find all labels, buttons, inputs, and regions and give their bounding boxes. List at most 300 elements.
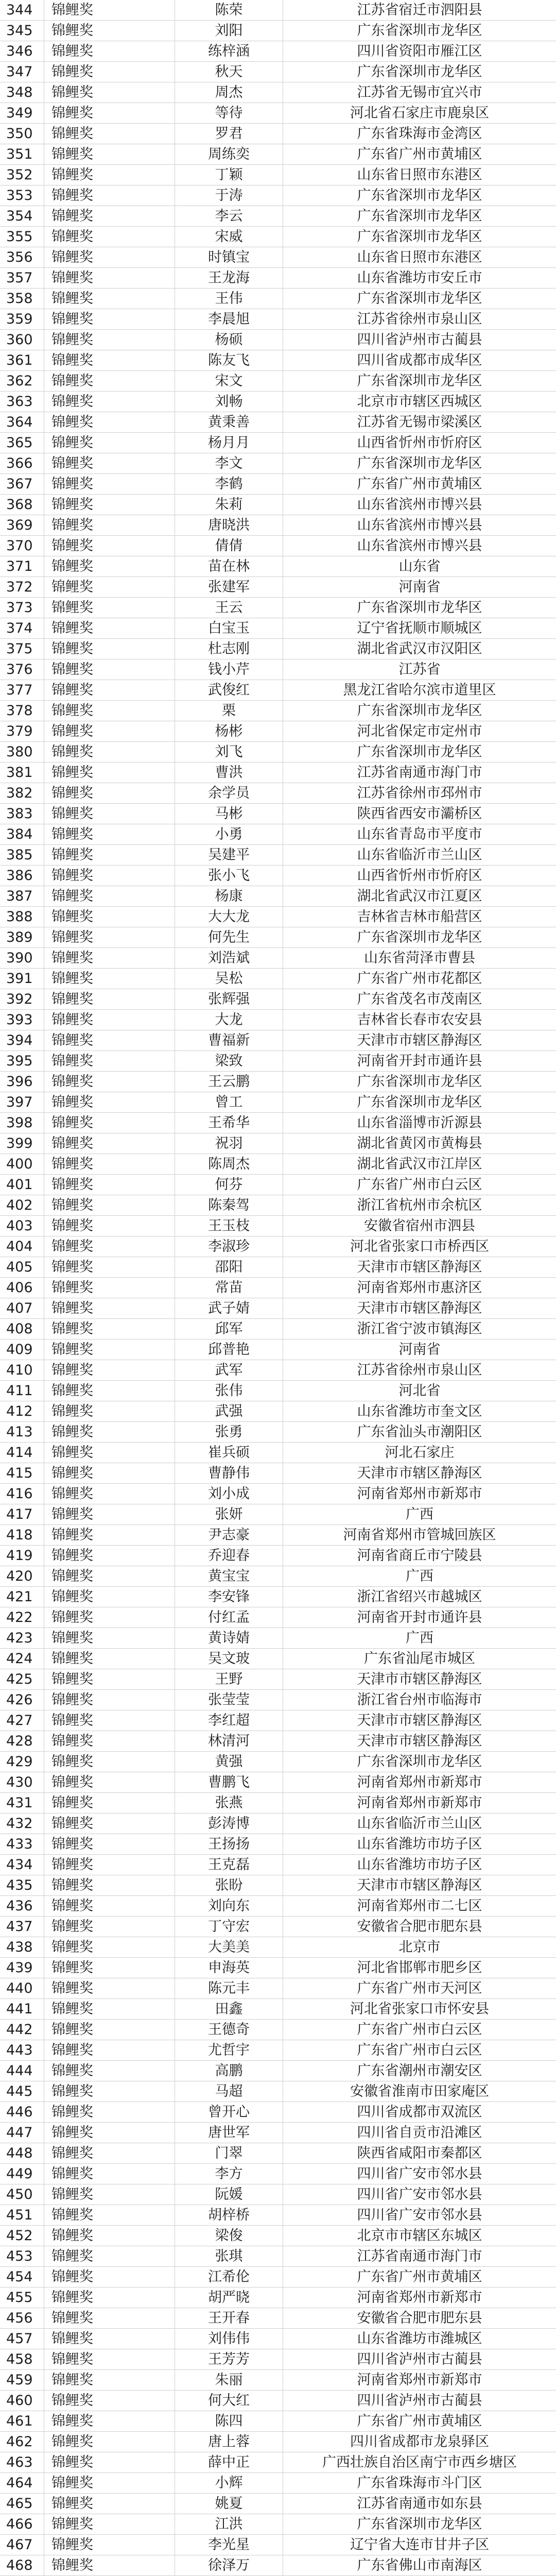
winner-name-cell: 阮媛 [175,2184,283,2205]
winner-name-cell: 曹洪 [175,762,283,783]
award-cell: 锦鲤奖 [44,2370,175,2390]
table-row [0,1010,556,1030]
region-cell: 河南省郑州市管城回族区 [343,1527,496,1543]
award-cell: 锦鲤奖 [44,2514,175,2534]
table-row [0,1216,556,1236]
region-cell: 湖北省黄冈市黄梅县 [357,1136,482,1151]
region-cell: 北京市 [398,1939,441,1955]
row-number-cell: 453 [0,2246,44,2266]
row-number-cell: 368 [0,495,44,515]
row-number-cell: 397 [0,1092,44,1112]
table-row [0,2535,556,2555]
winner-name-cell: 梁致 [175,1051,283,1071]
row-number-cell: 350 [0,124,44,144]
winner-name-cell: 倩倩 [175,536,283,556]
table-row [0,1401,556,1422]
table-row [0,2040,556,2061]
award-cell: 锦鲤奖 [44,1546,175,1566]
row-number-cell: 439 [0,1958,44,1978]
award-cell: 锦鲤奖 [44,1752,175,1772]
award-cell: 锦鲤奖 [44,82,175,103]
table-row [0,371,556,392]
table-row [0,2494,556,2514]
winner-name-cell: 唐世军 [175,2123,283,2143]
winner-name-cell: 刘小成 [175,1484,283,1504]
winner-name-cell: 白宝玉 [175,618,283,638]
winner-name-cell: 刘飞 [175,742,283,762]
winner-name-cell: 李光星 [175,2535,283,2555]
winner-name-cell: 陈周杰 [175,1154,283,1174]
winner-name-cell: 张燕 [175,1793,283,1813]
row-number-cell: 356 [0,247,44,267]
winner-name-cell: 王龙海 [175,268,283,288]
row-number-cell: 406 [0,1278,44,1298]
winner-name-cell: 崔兵硕 [175,1443,283,1463]
region-cell: 广东省珠海市斗门区 [357,2475,482,2491]
award-cell: 锦鲤奖 [44,1257,175,1277]
region-cell: 山西省忻州市忻府区 [357,868,482,884]
region-cell: 广东省深圳市龙华区 [357,744,482,760]
region-cell: 山东省临沂市兰山区 [357,847,482,863]
award-cell: 锦鲤奖 [44,1051,175,1071]
region-cell: 四川省泸州市古蔺县 [357,332,482,348]
award-cell: 锦鲤奖 [44,1010,175,1030]
row-number-cell: 418 [0,1525,44,1545]
region-cell: 河南省开封市通许县 [357,1053,482,1069]
winner-name-cell: 曹鹏飞 [175,1772,283,1792]
row-number-cell: 359 [0,309,44,329]
table-row [0,1607,556,1628]
winner-name-cell: 王德奇 [175,2020,283,2040]
winner-name-cell: 丁守宏 [175,1917,283,1937]
winner-name-cell: 大美美 [175,1937,283,1957]
table-row [0,2061,556,2081]
table-row [0,1690,556,1710]
table-row [0,1896,556,1917]
region-cell: 广东省深圳市龙华区 [357,64,482,80]
region-cell: 广东省深圳市龙华区 [357,23,482,39]
row-number-cell: 448 [0,2143,44,2163]
award-cell: 锦鲤奖 [44,1072,175,1092]
region-cell: 广东省汕头市潮阳区 [357,1424,482,1440]
award-cell: 锦鲤奖 [44,124,175,144]
award-cell: 锦鲤奖 [44,1649,175,1669]
winner-name-cell: 张妍 [175,1504,283,1524]
table-row [0,2473,556,2494]
row-number-cell: 423 [0,1628,44,1648]
row-number-cell: 386 [0,866,44,886]
winner-name-cell: 钱小芹 [175,659,283,680]
region-cell: 安徽省合肥市肥东县 [357,2310,482,2326]
winner-name-cell: 张小飞 [175,866,283,886]
winner-name-cell: 杨康 [175,886,283,906]
table-row [0,2452,556,2473]
table-row [0,1484,556,1504]
row-number-cell: 377 [0,680,44,700]
table-row [0,2349,556,2370]
row-number-cell: 431 [0,1793,44,1813]
winner-name-cell: 彭涛博 [175,1814,283,1834]
award-cell: 锦鲤奖 [44,1154,175,1174]
award-cell: 锦鲤奖 [44,1195,175,1215]
row-number-cell: 419 [0,1546,44,1566]
row-number-cell: 444 [0,2061,44,2081]
row-number-cell: 467 [0,2535,44,2555]
row-number-cell: 416 [0,1484,44,1504]
award-cell: 锦鲤奖 [44,2287,175,2308]
row-number-cell: 428 [0,1731,44,1751]
region-cell: 广东省广州市黄埔区 [357,476,482,492]
winner-name-cell: 王芳芳 [175,2349,283,2369]
winner-name-cell: 王玉枝 [175,1216,283,1236]
row-number-cell: 457 [0,2329,44,2349]
award-cell: 锦鲤奖 [44,1133,175,1154]
award-cell: 锦鲤奖 [44,2411,175,2431]
award-cell: 锦鲤奖 [44,1855,175,1875]
table-row [0,392,556,412]
table-row [0,0,556,21]
award-cell: 锦鲤奖 [44,639,175,659]
region-cell: 河南省郑州市二七区 [357,1898,482,1914]
row-number-cell: 413 [0,1422,44,1442]
row-number-cell: 447 [0,2123,44,2143]
winner-name-cell: 吴松 [175,969,283,989]
row-number-cell: 396 [0,1072,44,1092]
award-cell: 锦鲤奖 [44,1278,175,1298]
row-number-cell: 422 [0,1607,44,1628]
row-number-cell: 442 [0,2020,44,2040]
winner-name-cell: 唐晓洪 [175,515,283,535]
award-cell: 锦鲤奖 [44,1958,175,1978]
region-cell: 广东省深圳市龙华区 [357,600,482,616]
winner-name-cell: 张琪 [175,2246,283,2266]
award-cell: 锦鲤奖 [44,2123,175,2143]
region-cell: 天津市市辖区静海区 [357,1465,482,1481]
region-cell: 江苏省徐州市邳州市 [357,785,482,801]
row-number-cell: 349 [0,103,44,123]
row-number-cell: 432 [0,1814,44,1834]
award-cell: 锦鲤奖 [44,1422,175,1442]
award-cell: 锦鲤奖 [44,1401,175,1421]
award-cell: 锦鲤奖 [44,680,175,700]
table-row [0,783,556,804]
table-row [0,1669,556,1690]
row-number-cell: 355 [0,227,44,247]
winner-name-cell: 周杰 [175,82,283,103]
table-row [0,1175,556,1195]
winner-name-cell: 练梓涵 [175,41,283,61]
table-row [0,2020,556,2040]
table-row [0,1793,556,1814]
table-row [0,1298,556,1319]
award-cell: 锦鲤奖 [44,2267,175,2287]
winner-name-cell: 刘阳 [175,21,283,41]
region-cell: 山西省忻州市忻府区 [357,435,482,451]
region-cell: 四川省广安市邻水县 [357,2207,482,2223]
row-number-cell: 353 [0,185,44,206]
row-number-cell: 358 [0,289,44,309]
region-cell: 广东省茂名市茂南区 [357,991,482,1007]
row-number-cell: 366 [0,453,44,473]
region-cell: 河南省 [398,579,441,595]
table-row [0,2432,556,2452]
award-cell: 锦鲤奖 [44,1360,175,1380]
winner-name-cell: 王云 [175,598,283,618]
row-number-cell: 408 [0,1319,44,1339]
table-row [0,1381,556,1401]
table-row [0,1546,556,1566]
winner-name-cell: 马彬 [175,804,283,824]
table-row [0,1978,556,1999]
table-row [0,412,556,433]
table-row [0,2391,556,2411]
table-row [0,247,556,268]
region-cell: 陕西省西安市灞桥区 [357,806,482,822]
row-number-cell: 421 [0,1587,44,1607]
row-number-cell: 352 [0,165,44,185]
row-number-cell: 367 [0,474,44,494]
row-number-cell: 405 [0,1257,44,1277]
region-cell: 山东省滨州市博兴县 [357,517,482,533]
table-row [0,1236,556,1257]
table-row [0,1092,556,1113]
row-number-cell: 461 [0,2411,44,2431]
winner-name-cell: 张莹莹 [175,1690,283,1710]
table-row [0,1587,556,1607]
winner-name-cell: 王扬扬 [175,1834,283,1854]
award-cell: 锦鲤奖 [44,1298,175,1318]
region-cell: 广东省深圳市龙华区 [357,1754,482,1770]
winner-name-cell: 武俊红 [175,680,283,700]
winner-name-cell: 黄宝宝 [175,1566,283,1586]
row-number-cell: 430 [0,1772,44,1792]
award-cell: 锦鲤奖 [44,62,175,82]
award-cell: 锦鲤奖 [44,804,175,824]
award-cell: 锦鲤奖 [44,2081,175,2102]
region-cell: 广东省广州市花都区 [357,971,482,987]
row-number-cell: 364 [0,412,44,432]
table-row [0,453,556,474]
row-number-cell: 441 [0,1999,44,2019]
award-cell: 锦鲤奖 [44,824,175,844]
row-number-cell: 424 [0,1649,44,1669]
table-row [0,124,556,144]
table-row [0,1917,556,1937]
region-cell: 湖北省武汉市汉阳区 [357,641,482,657]
table-row [0,2226,556,2246]
table-row [0,1958,556,1978]
award-cell: 锦鲤奖 [44,1381,175,1401]
row-number-cell: 379 [0,721,44,741]
region-cell: 江苏省南通市如东县 [357,2496,482,2512]
row-number-cell: 462 [0,2432,44,2452]
award-cell: 锦鲤奖 [44,2494,175,2514]
table-row [0,1340,556,1360]
region-cell: 江苏省徐州市泉山区 [357,311,482,327]
award-cell: 锦鲤奖 [44,907,175,927]
winner-name-cell: 尤哲宇 [175,2040,283,2060]
row-number-cell: 417 [0,1504,44,1524]
table-row [0,2514,556,2535]
row-number-cell: 466 [0,2514,44,2534]
award-cell: 锦鲤奖 [44,1587,175,1607]
row-number-cell: 345 [0,21,44,41]
winner-name-cell: 周练奕 [175,144,283,164]
row-number-cell: 433 [0,1834,44,1854]
region-cell: 河南省郑州市新郑市 [357,1795,482,1811]
award-cell: 锦鲤奖 [44,1030,175,1050]
table-row [0,350,556,371]
row-number-cell: 344 [0,0,44,20]
winner-name-cell: 刘畅 [175,392,283,412]
region-cell: 江苏省徐州市泉山区 [357,1362,482,1378]
table-row [0,2329,556,2349]
table-row [0,1772,556,1793]
winner-name-cell: 李方 [175,2164,283,2184]
region-cell: 河北石家庄 [385,1445,455,1461]
winner-name-cell: 杨硕 [175,330,283,350]
award-cell: 锦鲤奖 [44,1607,175,1628]
region-cell: 天津市市辖区静海区 [357,1259,482,1275]
row-number-cell: 455 [0,2287,44,2308]
region-cell: 吉林省吉林市船营区 [357,909,482,925]
award-cell: 锦鲤奖 [44,2308,175,2328]
table-row [0,1133,556,1154]
row-number-cell: 407 [0,1298,44,1318]
row-number-cell: 374 [0,618,44,638]
table-row [0,2123,556,2143]
region-cell: 河南省郑州市惠济区 [357,1280,482,1296]
row-number-cell: 437 [0,1917,44,1937]
table-row [0,309,556,330]
winner-name-cell: 杨月月 [175,433,283,453]
table-row [0,289,556,309]
row-number-cell: 412 [0,1401,44,1421]
region-cell: 山东省潍坊市潍城区 [357,2331,482,2347]
winner-name-cell: 张盼 [175,1875,283,1895]
winner-name-cell: 武军 [175,1360,283,1380]
region-cell: 广东省深圳市龙华区 [357,1074,482,1090]
table-row [0,2308,556,2329]
region-cell: 河南省 [398,1342,441,1358]
row-number-cell: 387 [0,886,44,906]
row-number-cell: 351 [0,144,44,164]
table-row [0,2143,556,2164]
row-number-cell: 434 [0,1855,44,1875]
award-cell: 锦鲤奖 [44,577,175,597]
row-number-cell: 420 [0,1566,44,1586]
row-number-cell: 465 [0,2494,44,2514]
table-row [0,1504,556,1525]
award-cell: 锦鲤奖 [44,1216,175,1236]
table-row [0,185,556,206]
row-number-cell: 438 [0,1937,44,1957]
winner-name-cell: 江希伦 [175,2267,283,2287]
table-row [0,1525,556,1546]
region-cell: 山东省临沂市兰山区 [357,1816,482,1832]
award-cell: 锦鲤奖 [44,412,175,432]
winner-name-cell: 黄诗婧 [175,1628,283,1648]
table-row [0,144,556,165]
region-cell: 广东省汕尾市城区 [364,1651,475,1667]
winner-name-cell: 邱普艳 [175,1340,283,1360]
table-row [0,2164,556,2184]
region-cell: 安徽省宿州市泗县 [364,1218,475,1234]
row-number-cell: 403 [0,1216,44,1236]
winner-name-cell: 杨彬 [175,721,283,741]
region-cell: 河南省郑州市新郑市 [357,1774,482,1790]
award-cell: 锦鲤奖 [44,1937,175,1957]
row-number-cell: 399 [0,1133,44,1154]
award-cell: 锦鲤奖 [44,1236,175,1257]
table-row [0,227,556,247]
row-number-cell: 429 [0,1752,44,1772]
award-cell: 锦鲤奖 [44,392,175,412]
award-cell: 锦鲤奖 [44,1628,175,1648]
row-number-cell: 459 [0,2370,44,2390]
table-row [0,62,556,82]
award-cell: 锦鲤奖 [44,41,175,61]
row-number-cell: 409 [0,1340,44,1360]
row-number-cell: 391 [0,969,44,989]
winner-name-cell: 付红孟 [175,1607,283,1628]
award-cell: 锦鲤奖 [44,309,175,329]
winner-name-cell: 申海英 [175,1958,283,1978]
region-cell: 黑龙江省哈尔滨市道里区 [343,682,496,698]
award-cell: 锦鲤奖 [44,2535,175,2555]
table-row [0,680,556,701]
region-cell: 广东省深圳市龙华区 [357,188,482,204]
table-row [0,1154,556,1175]
award-cell: 锦鲤奖 [44,1463,175,1483]
table-row [0,1937,556,1958]
region-cell: 天津市市辖区静海区 [357,1733,482,1749]
table-row [0,1422,556,1443]
award-cell: 锦鲤奖 [44,165,175,185]
table-row [0,536,556,556]
award-cell: 锦鲤奖 [44,2349,175,2369]
award-cell: 锦鲤奖 [44,783,175,803]
winner-name-cell: 小勇 [175,824,283,844]
row-number-cell: 404 [0,1236,44,1257]
region-cell: 山东省滨州市博兴县 [357,497,482,513]
table-row [0,701,556,721]
row-number-cell: 449 [0,2164,44,2184]
award-cell: 锦鲤奖 [44,0,175,20]
region-cell: 广东省广州市白云区 [357,2022,482,2038]
region-cell: 河南省郑州市新郑市 [357,2290,482,2306]
row-number-cell: 394 [0,1030,44,1050]
row-number-cell: 400 [0,1154,44,1174]
region-cell: 陕西省咸阳市秦都区 [357,2145,482,2161]
table-row [0,1752,556,1772]
region-cell: 广西 [406,1506,433,1522]
table-row [0,866,556,886]
table-row [0,268,556,289]
table-row [0,433,556,453]
winner-name-cell: 高鹏 [175,2061,283,2081]
winner-name-cell: 邱军 [175,1319,283,1339]
region-cell: 广东省深圳市龙华区 [357,703,482,719]
winner-name-cell: 李云 [175,206,283,226]
table-row [0,103,556,124]
award-cell: 锦鲤奖 [44,1319,175,1339]
award-cell: 锦鲤奖 [44,2061,175,2081]
region-cell: 广东省广州市白云区 [357,1177,482,1193]
row-number-cell: 443 [0,2040,44,2060]
row-number-cell: 451 [0,2205,44,2225]
row-number-cell: 371 [0,556,44,577]
